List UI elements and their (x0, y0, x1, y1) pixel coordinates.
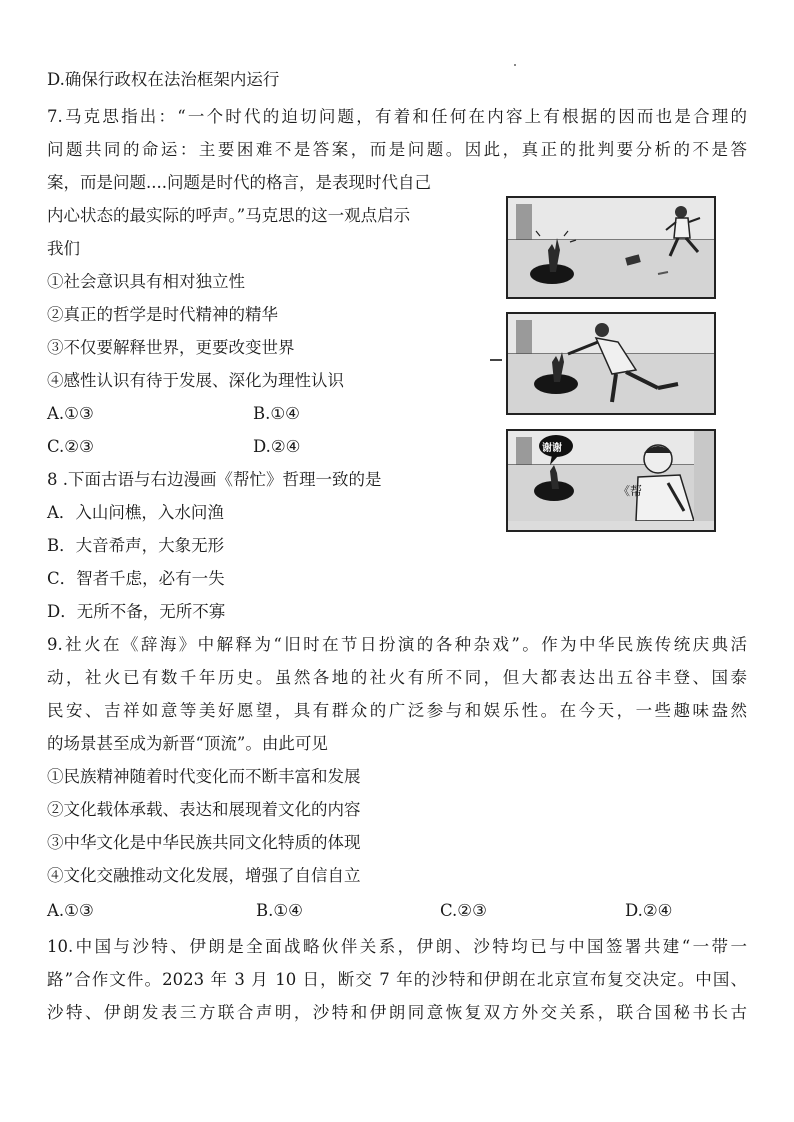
comic-help (506, 196, 716, 521)
q9-stem-line-3: 民安、吉祥如意等美好愿望，具有群众的广泛参与和娱乐性。在今天，一些趣味盎然 (47, 701, 747, 720)
q7-statement-3: ③不仅要解释世界，更要改变世界 (47, 338, 295, 357)
q7-statement-4: ④感性认识有待于发展、深化为理性认识 (47, 371, 344, 390)
q10-stem-line-2: 路”合作文件。2023 年 3 月 10 日，断交 7 年的沙特和伊朗在北京宣布复交决定。中国、 (47, 970, 747, 989)
q7-statement-2: ②真正的哲学是时代精神的精华 (47, 305, 278, 324)
q9-statement-1: ①民族精神随着时代变化而不断丰富和发展 (47, 767, 361, 786)
comic-panel-3 (506, 429, 716, 532)
q9-option-b: B.①④ (256, 901, 303, 920)
comic-caption: 《帮 (618, 484, 643, 498)
q7-option-c: C.②③ (47, 437, 94, 456)
q9-statement-2: ②文化载体承载、表达和展现着文化的内容 (47, 800, 361, 819)
q7-stem-line-3: 案，而是问题....问题是时代的格言，是表现时代自己 (47, 173, 431, 192)
q7-stem-line-2: 问题共同的命运：主要困难不是答案，而是问题。因此，真正的批判要分析的不是答 (47, 140, 747, 159)
comic-panel-1 (506, 196, 716, 299)
comic-panel-2 (506, 312, 716, 415)
q8-stem: 8 .下面古语与右边漫画《帮忙》哲理一致的是 (47, 470, 382, 489)
comic-speech-bubble: 谢谢 (542, 443, 562, 454)
comic-panel-3-drawing (508, 431, 714, 521)
q9-option-a: A.①③ (47, 901, 94, 920)
comic-panel-2-drawing (508, 314, 714, 413)
q9-statement-4: ④文化交融推动文化发展，增强了自信自立 (47, 866, 361, 885)
q10-stem-line-3: 沙特、伊朗发表三方联合声明，沙特和伊朗同意恢复双方外交关系，联合国秘书长古 (47, 1003, 747, 1022)
comic-panel-1-drawing (508, 198, 714, 297)
q7-option-a: A.①③ (47, 404, 94, 423)
q9-statement-3: ③中华文化是中华民族共同文化特质的体现 (47, 833, 361, 852)
q8-option-b: B．大音希声，大象无形 (47, 536, 225, 555)
q7-option-b: B.①④ (253, 404, 300, 423)
q7-option-d: D.②④ (253, 437, 301, 456)
q7-stem-line-5: 我们 (47, 239, 80, 258)
comic-margin-mark (490, 359, 502, 361)
q8-option-a: A．入山问樵，入水问渔 (47, 503, 224, 522)
q7-stem-line-4: 内心状态的最实际的呼声。”马克思的这一观点启示 (47, 206, 411, 225)
prev-question-option-d: D.确保行政权在法治框架内运行 (47, 70, 280, 89)
scan-speck (514, 64, 516, 66)
q9-option-c: C.②③ (440, 901, 487, 920)
q9-option-d: D.②④ (625, 901, 673, 920)
q9-stem-line-1: 9.社火在《辞海》中解释为“旧时在节日扮演的各种杂戏”。作为中华民族传统庆典活 (47, 635, 747, 654)
q9-stem-line-4: 的场景甚至成为新晋“顶流”。由此可见 (47, 734, 328, 753)
q8-option-d: D．无所不备，无所不寡 (47, 602, 226, 621)
q7-statement-1: ①社会意识具有相对独立性 (47, 272, 245, 291)
q7-stem-line-1: 7.马克思指出：“一个时代的迫切问题，有着和任何在内容上有根据的因而也是合理的 (47, 107, 747, 126)
q8-option-c: C．智者千虑，必有一失 (47, 569, 225, 588)
q9-stem-line-2: 动，社火已有数千年历史。虽然各地的社火有所不同，但大都表达出五谷丰登、国泰 (47, 668, 747, 687)
q10-stem-line-1: 10.中国与沙特、伊朗是全面战略伙伴关系，伊朗、沙特均已与中国签署共建“一带一 (47, 937, 747, 956)
